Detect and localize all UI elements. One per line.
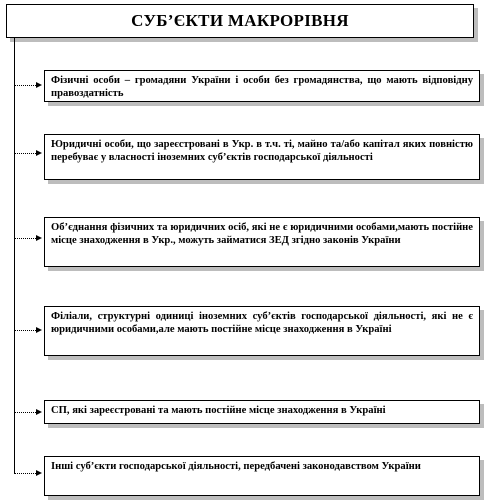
arrowhead-icon xyxy=(36,150,42,156)
arrowhead-icon xyxy=(36,409,42,415)
subject-box-6: Інші суб’єкти господарської діяльності, передбачені законодавством України xyxy=(44,456,480,496)
subject-box-2: Юридичні особи, що зареєстровані в Укр. в т.ч. ті, майно та/або капітал яких повністю перебуває у власності іноземних суб’єктів господарської діяльності xyxy=(44,134,480,180)
connector-arrow-5 xyxy=(14,412,40,413)
subject-box-5: СП, які зареєстровані та мають постійне місце знаходження в Україні xyxy=(44,400,480,424)
connector-arrow-1 xyxy=(14,85,40,86)
arrowhead-icon xyxy=(36,470,42,476)
arrowhead-icon xyxy=(36,327,42,333)
arrowhead-icon xyxy=(36,235,42,241)
arrowhead-icon xyxy=(36,82,42,88)
diagram-title: СУБ’ЄКТИ МАКРОРІВНЯ xyxy=(6,4,474,38)
connector-arrow-6 xyxy=(14,473,40,474)
subject-box-4: Філіали, структурні одиниці іноземних суб’єктів господарської діяльності, які не є юридичними особами,але мають постійне місце знаходження в Україні xyxy=(44,306,480,356)
connector-spine xyxy=(14,38,15,474)
subject-box-1: Фізичні особи – громадяни України і особи без громадянства, що мають відповідну правоздатність xyxy=(44,70,480,102)
connector-arrow-3 xyxy=(14,238,40,239)
connector-arrow-4 xyxy=(14,330,40,331)
connector-arrow-2 xyxy=(14,153,40,154)
subject-box-3: Об’єднання фізичних та юридичних осіб, які не є юридичними особами,мають постійне місце знаходження в Укр., можуть займатися ЗЕД згідно законів України xyxy=(44,217,480,267)
